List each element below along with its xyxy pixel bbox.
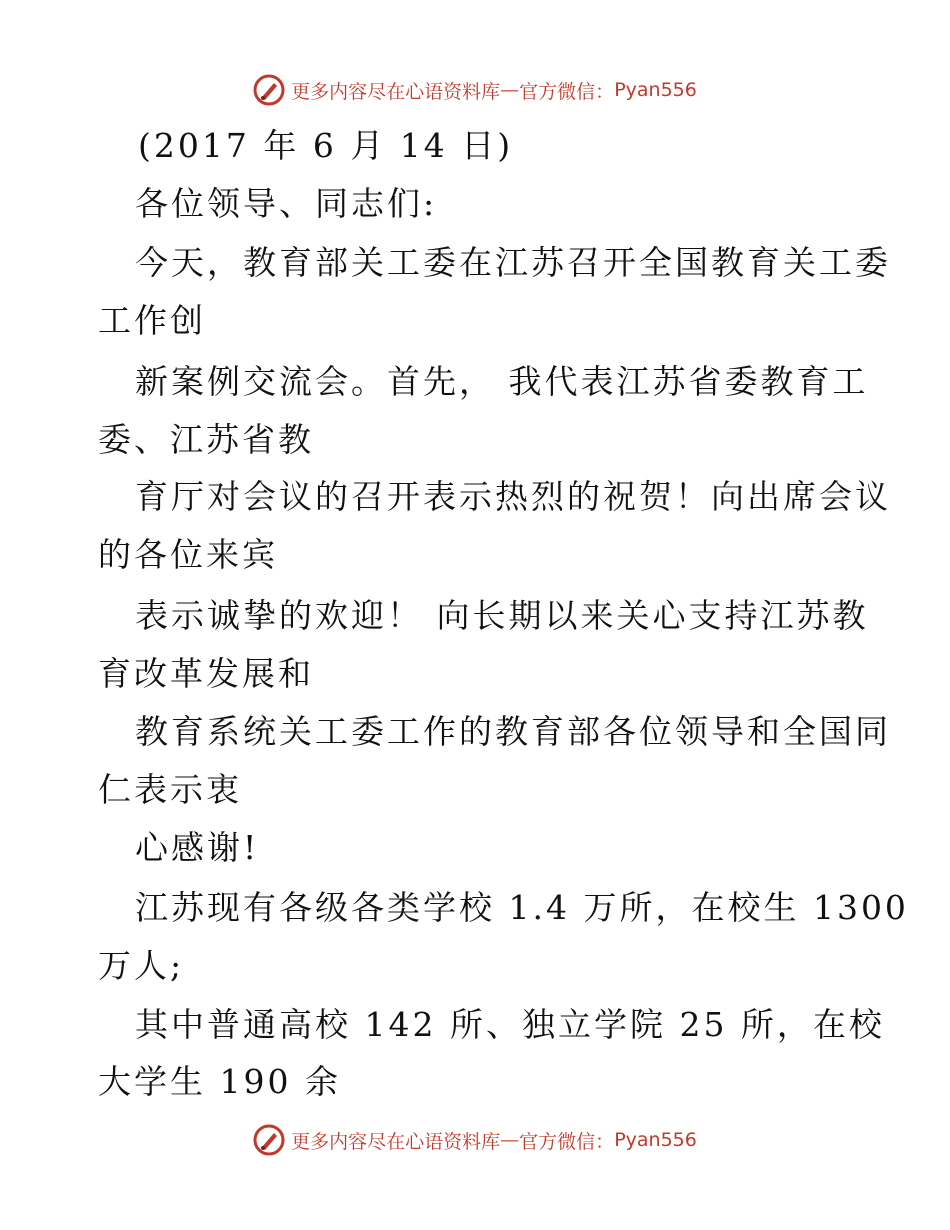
paragraph-line: 仁表示衷 [98, 770, 242, 809]
banner-wechat-id: Pyan556 [614, 1129, 697, 1151]
banner-prefix: 更多内容尽在心语资料库 [291, 1130, 501, 1153]
banner-prefix: 更多内容尽在心语资料库 [291, 80, 501, 103]
paragraph-line: 教育系统关工委工作的教育部各位领导和全国同 [135, 712, 891, 751]
salutation-line: 各位领导、同志们: [135, 184, 438, 223]
paragraph-line: 表示诚挚的欢迎！ 向长期以来关心支持江苏教 [135, 596, 869, 635]
paragraph-line: 委、江苏省教 [98, 420, 314, 459]
banner-wechat-label: 官方微信： [519, 1130, 615, 1153]
header-watermark [0, 70, 950, 110]
date-line: (2017 年 6 月 14 日) [138, 126, 514, 165]
paragraph-line: 育厅对会议的召开表示热烈的祝贺！向出席会议 [135, 477, 891, 516]
footer-watermark [0, 1120, 950, 1160]
paragraph-line: 育改革发展和 [98, 654, 314, 693]
paragraph-line: 今天，教育部关工委在江苏召开全国教育关工委 [135, 243, 891, 282]
paragraph-line: 其中普通高校 142 所、独立学院 25 所，在校 [135, 1005, 885, 1044]
banner-wechat-id: Pyan556 [614, 79, 697, 101]
paragraph-line: 大学生 190 余 [98, 1062, 341, 1101]
paragraph-line: 心感谢! [135, 828, 260, 867]
paragraph-line: 万人; [98, 946, 185, 985]
banner-separator: — [500, 1129, 520, 1151]
banner-separator: — [500, 79, 520, 101]
paragraph-line: 江苏现有各级各类学校 1.4 万所，在校生 1300 [135, 888, 909, 927]
pen-logo-icon [253, 74, 285, 106]
banner-wechat-label: 官方微信： [519, 80, 615, 103]
paragraph-line: 工作创 [98, 301, 206, 340]
pen-logo-icon [253, 1124, 285, 1156]
paragraph-line: 的各位来宾 [98, 535, 278, 574]
paragraph-line: 新案例交流会。首先， 我代表江苏省委教育工 [135, 362, 869, 401]
